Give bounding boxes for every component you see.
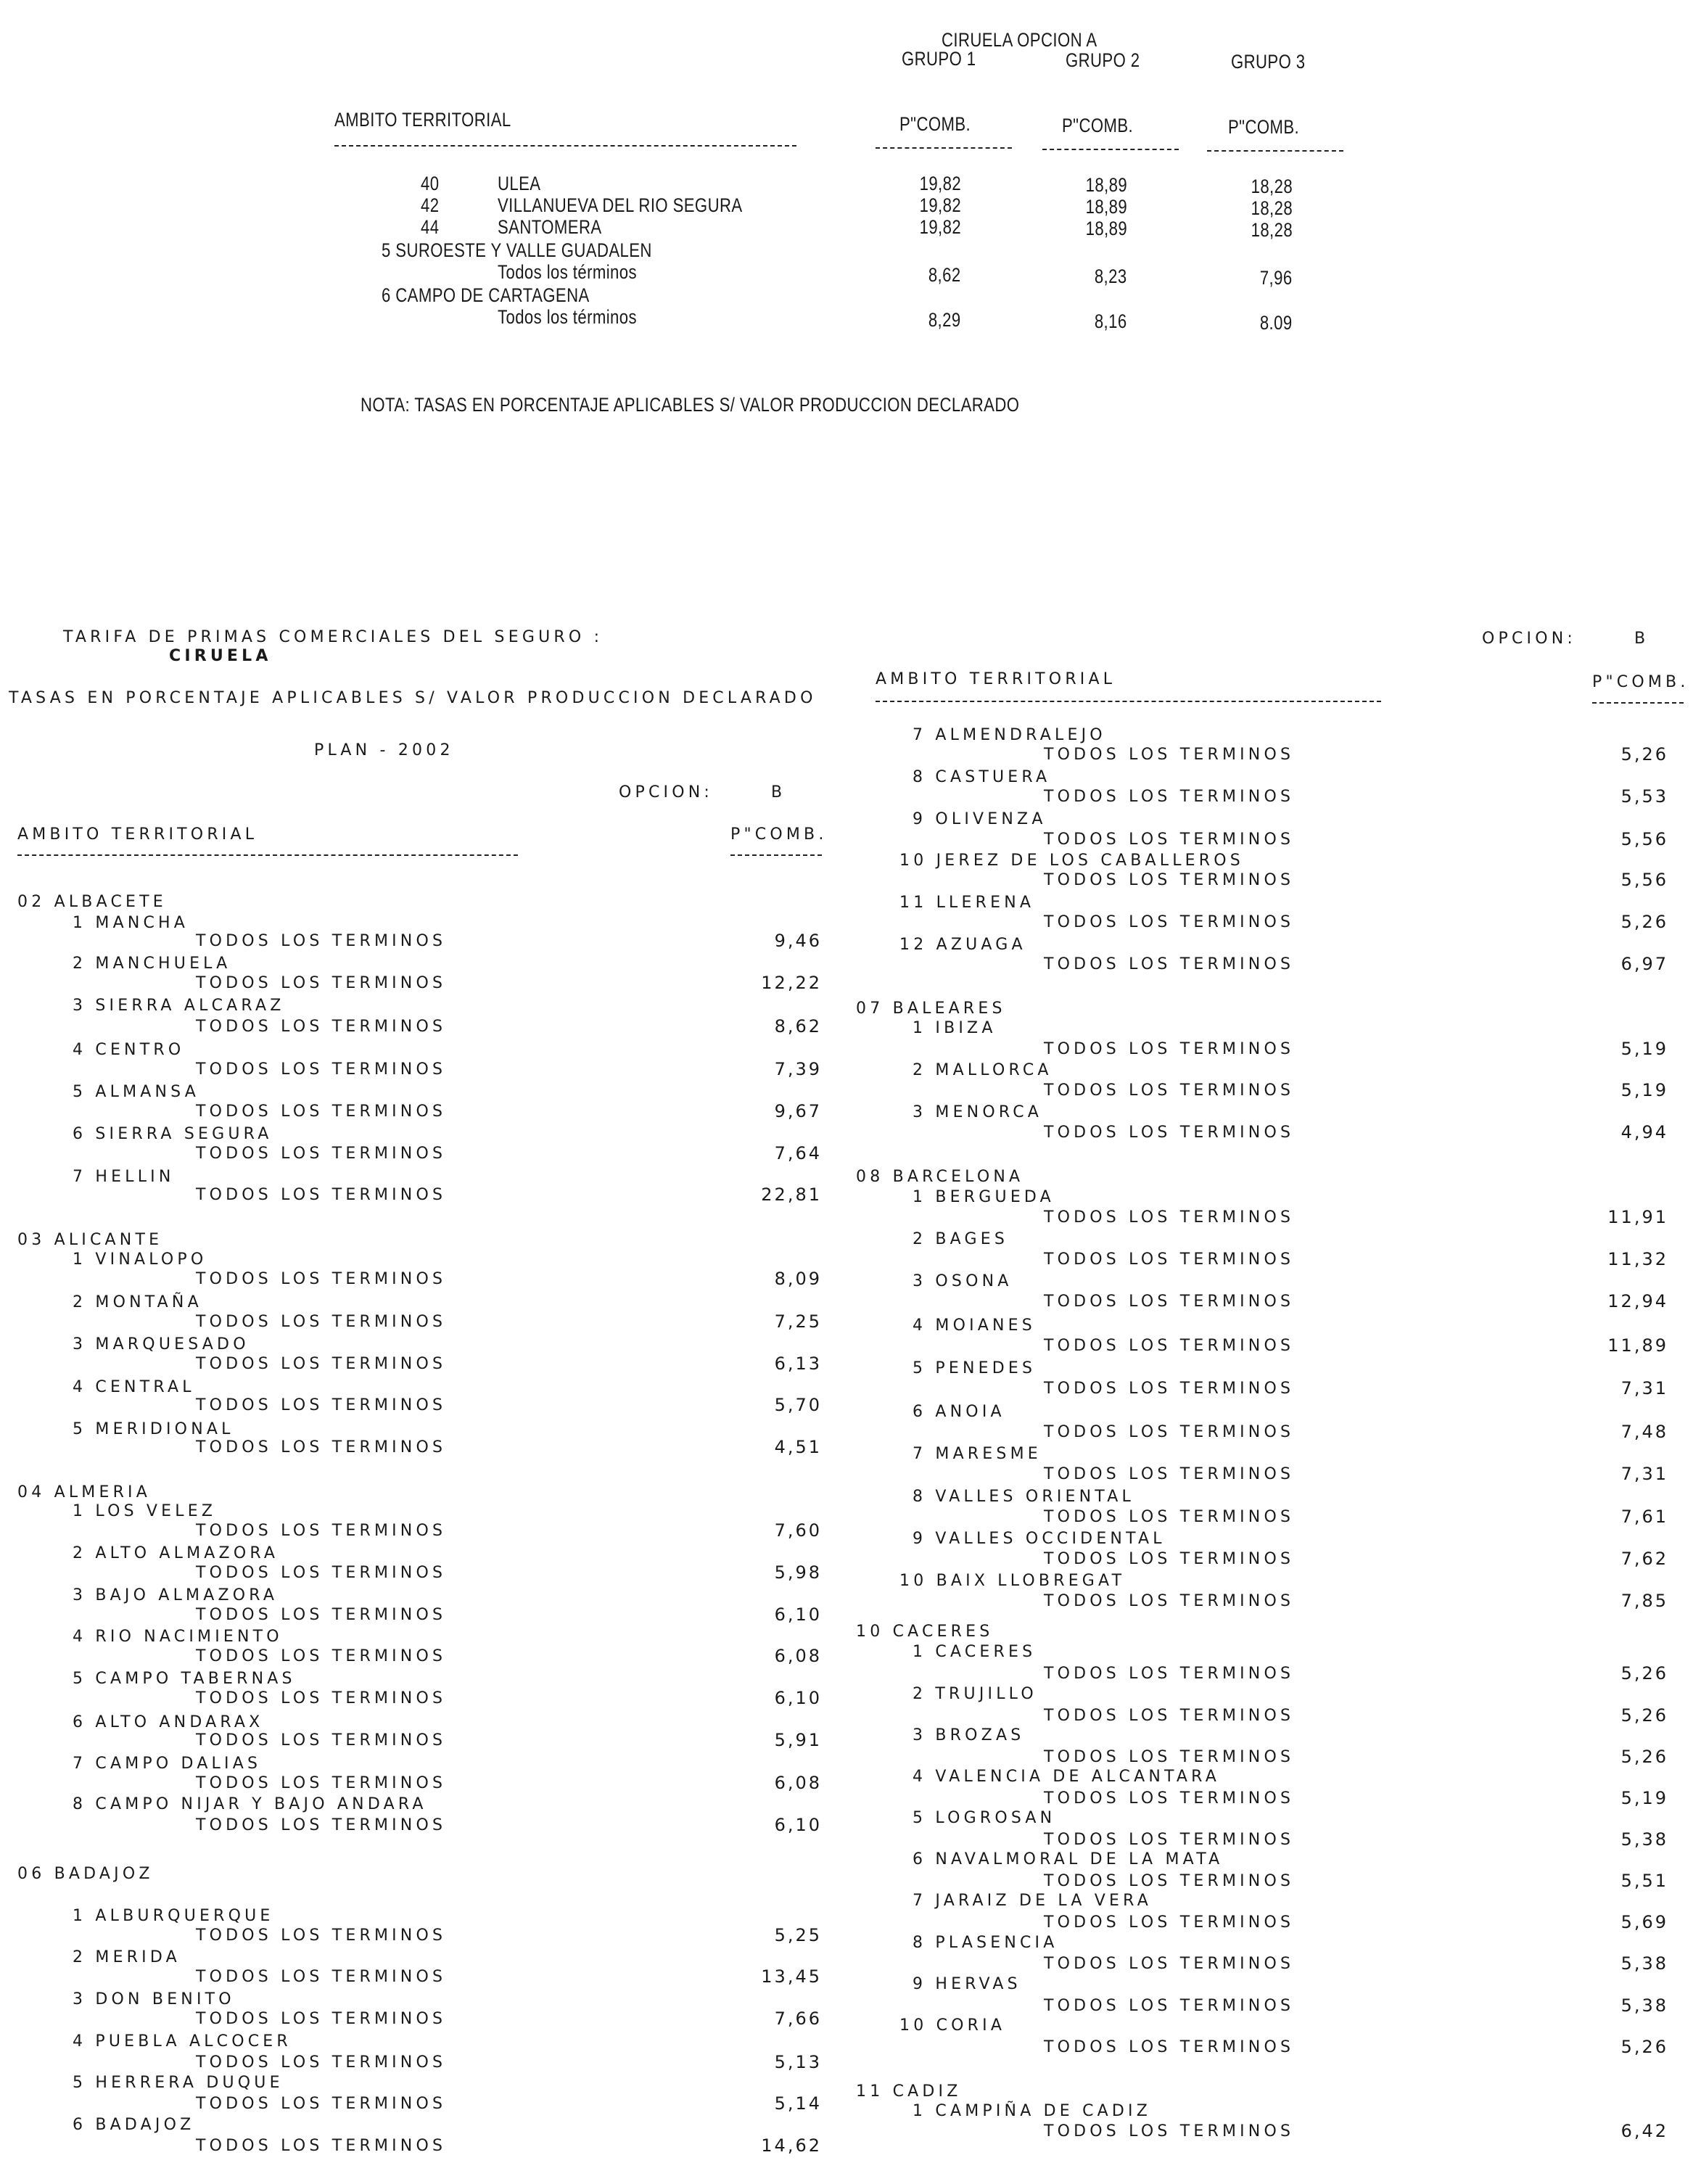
pcomb-value: 7,64 [774, 1143, 822, 1163]
pcomb-value: 5,26 [1620, 2037, 1668, 2057]
comarca-label: 4 CENTRO [73, 1041, 185, 1059]
comarca-label: 5 ALMANSA [73, 1083, 200, 1101]
pcomb-value: 7,66 [774, 2008, 822, 2029]
comarca-label: 8 CASTUERA [913, 768, 1051, 786]
ambito-rule-right [876, 701, 1381, 702]
comarca-label: 5 CAMPO TABERNAS [73, 1670, 296, 1688]
todos-los-terminos-label: TODOS LOS TERMINOS [196, 974, 447, 992]
comarca-label: 2 MONTAÑA [73, 1293, 202, 1311]
row-code: 42 [421, 194, 440, 216]
todos-los-terminos-label: TODOS LOS TERMINOS [1044, 1508, 1295, 1526]
pcomb-value: 5,26 [1620, 1663, 1668, 1684]
group-2-header: GRUPO 2 [1066, 49, 1140, 71]
todos-los-terminos-label: TODOS LOS TERMINOS [1044, 1748, 1295, 1766]
row-g2: 18,89 [1085, 218, 1127, 239]
todos-los-terminos-label: TODOS LOS TERMINOS [1044, 913, 1295, 931]
todos-los-terminos-label: TODOS LOS TERMINOS [1044, 1665, 1295, 1683]
province-heading: 06 BADAJOZ [17, 1865, 154, 1883]
opcion-value-left: B [771, 783, 786, 802]
pcomb-value: 6,97 [1620, 954, 1668, 974]
comarca-label: 4 VALENCIA DE ALCANTARA [913, 1768, 1221, 1786]
province-heading: 10 CACERES [856, 1623, 994, 1641]
comarca-label: 6 ALTO ANDARAX [73, 1713, 264, 1731]
row-g2: 18,89 [1085, 196, 1127, 218]
pcomb-rule-2 [1042, 149, 1179, 150]
comarca-label: 12 AZUAGA [899, 936, 1026, 954]
todos-los-terminos-label: TODOS LOS TERMINOS [196, 1647, 447, 1665]
comarca-label: 8 VALLES ORIENTAL [913, 1488, 1134, 1506]
pcomb-value: 5,38 [1620, 1995, 1668, 2016]
comarca-label: 3 BAJO ALMAZORA [73, 1586, 279, 1604]
zone-g2: 8,16 [1095, 310, 1127, 332]
zone-label: 5 SUROESTE Y VALLE GUADALEN [382, 239, 652, 261]
todos-los-terminos-label: TODOS LOS TERMINOS [1044, 1913, 1295, 1932]
todos-los-terminos-label: TODOS LOS TERMINOS [1044, 831, 1295, 849]
row-g3: 18,28 [1251, 176, 1293, 197]
todos-los-terminos-label: TODOS LOS TERMINOS [196, 1103, 447, 1121]
pcomb-value: 8,62 [774, 1016, 822, 1037]
comarca-label: 4 CENTRAL [73, 1378, 195, 1396]
todos-los-terminos-label: TODOS LOS TERMINOS [1044, 1592, 1295, 1610]
zone-label: 6 CAMPO DE CARTAGENA [382, 284, 590, 306]
todos-los-terminos-label: TODOS LOS TERMINOS [196, 1270, 447, 1288]
ambito-header-right: AMBITO TERRITORIAL [876, 670, 1116, 688]
pcomb-value: 5,14 [774, 2093, 822, 2114]
comarca-label: 4 MOIANES [913, 1316, 1036, 1335]
row-g1: 19,82 [919, 194, 961, 216]
todos-los-terminos-label: TODOS LOS TERMINOS [196, 1018, 447, 1036]
comarca-label: 3 SIERRA ALCARAZ [73, 997, 285, 1015]
pcomb-value: 5,56 [1620, 870, 1668, 890]
todos-los-terminos-label: TODOS LOS TERMINOS [196, 1355, 447, 1373]
top-note: NOTA: TASAS EN PORCENTAJE APLICABLES S/ VALOR PRODUCCION DECLARADO [361, 394, 1020, 416]
todos-los-terminos-label: TODOS LOS TERMINOS [196, 1731, 447, 1750]
pcomb-header-1: P"COMB. [899, 113, 971, 135]
comarca-label: 1 CACERES [913, 1643, 1037, 1661]
comarca-label: 11 LLERENA [899, 894, 1035, 912]
pcomb-value: 6,42 [1620, 2121, 1668, 2141]
header-rule [334, 145, 796, 147]
pcomb-value: 5,91 [774, 1730, 822, 1750]
pcomb-value: 5,70 [774, 1395, 822, 1415]
todos-los-terminos-label: TODOS LOS TERMINOS [1044, 1707, 1295, 1725]
row-code: 44 [421, 216, 440, 238]
todos-los-terminos-label: TODOS LOS TERMINOS [196, 1186, 447, 1204]
todos-los-terminos-label: TODOS LOS TERMINOS [1044, 1550, 1295, 1568]
pcomb-value: 5,19 [1620, 1080, 1668, 1100]
comarca-label: 8 CAMPO NIJAR Y BAJO ANDARA [73, 1795, 427, 1813]
pcomb-value: 11,89 [1607, 1335, 1668, 1356]
plan-year: PLAN - 2002 [314, 741, 454, 759]
pcomb-value: 5,19 [1620, 1788, 1668, 1808]
todos-los-terminos-label: TODOS LOS TERMINOS [1044, 2122, 1295, 2140]
todos-los-terminos-label: TODOS LOS TERMINOS [1044, 1380, 1295, 1398]
todos-los-terminos-label: TODOS LOS TERMINOS [1044, 1337, 1295, 1355]
comarca-label: 4 PUEBLA ALCOCER [73, 2032, 292, 2051]
comarca-label: 10 JEREZ DE LOS CABALLEROS [899, 852, 1244, 870]
pcomb-header-left: P"COMB. [730, 825, 828, 844]
ambito-rule-left [17, 854, 518, 856]
todos-los-terminos-label: TODOS LOS TERMINOS [196, 2053, 447, 2072]
pcomb-value: 5,38 [1620, 1953, 1668, 1974]
todos-los-terminos-label: TODOS LOS TERMINOS [196, 1968, 447, 1986]
opcion-value-right: B [1634, 630, 1649, 648]
tasas-subtitle: TASAS EN PORCENTAJE APLICABLES S/ VALOR PRODUCCION DECLARADO [9, 689, 817, 707]
comarca-label: 1 LOS VELEZ [73, 1502, 217, 1520]
todos-los-terminos-label: TODOS LOS TERMINOS [1044, 1955, 1295, 1973]
crop-name: CIRUELA [169, 647, 272, 665]
pcomb-value: 22,81 [761, 1184, 822, 1205]
comarca-label: 5 MERIDIONAL [73, 1420, 234, 1438]
province-heading: 02 ALBACETE [17, 893, 167, 911]
pcomb-value: 6,10 [774, 1604, 822, 1625]
comarca-label: 10 CORIA [899, 2016, 1006, 2035]
pcomb-rule-left [730, 854, 822, 856]
todos-los-terminos-label: TODOS LOS TERMINOS [196, 1689, 447, 1707]
comarca-label: 7 HELLIN [73, 1168, 175, 1186]
zone-g1: 8,29 [928, 309, 961, 331]
todos-los-terminos-label: TODOS LOS TERMINOS [196, 1606, 447, 1624]
row-name: SANTOMERA [498, 216, 602, 238]
pcomb-value: 6,10 [774, 1688, 822, 1708]
todos-los-terminos-label: TODOS LOS TERMINOS [196, 1396, 447, 1414]
pcomb-value: 12,22 [761, 973, 822, 993]
comarca-label: 9 VALLES OCCIDENTAL [913, 1530, 1166, 1548]
pcomb-value: 7,85 [1620, 1591, 1668, 1611]
todos-los-terminos-label: TODOS LOS TERMINOS [196, 932, 447, 950]
comarca-label: 6 ANOIA [913, 1403, 1005, 1421]
comarca-label: 9 OLIVENZA [913, 810, 1047, 828]
comarca-label: 6 SIERRA SEGURA [73, 1125, 273, 1143]
comarca-label: 2 BAGES [913, 1230, 1009, 1248]
pcomb-rule-right [1592, 702, 1684, 704]
comarca-label: 3 MARQUESADO [73, 1335, 250, 1353]
pcomb-value: 7,25 [774, 1311, 822, 1332]
pcomb-value: 5,53 [1620, 786, 1668, 807]
comarca-label: 2 MERIDA [73, 1948, 181, 1966]
pcomb-value: 5,13 [774, 2052, 822, 2072]
comarca-label: 9 HERVAS [913, 1975, 1021, 1993]
comarca-label: 3 BROZAS [913, 1726, 1025, 1744]
top-table-title: CIRUELA OPCION A [942, 29, 1097, 51]
comarca-label: 2 MALLORCA [913, 1061, 1053, 1079]
row-g1: 19,82 [919, 173, 961, 194]
comarca-label: 7 MARESME [913, 1445, 1042, 1463]
comarca-label: 1 MANCHA [73, 914, 189, 932]
todos-los-terminos-label: TODOS LOS TERMINOS [1044, 2038, 1295, 2056]
row-g3: 18,28 [1251, 197, 1293, 219]
todos-los-terminos-label: TODOS LOS TERMINOS [1044, 1423, 1295, 1441]
comarca-label: 2 ALTO ALMAZORA [73, 1544, 279, 1562]
ambito-header: AMBITO TERRITORIAL [334, 109, 511, 131]
todos-los-terminos-label: TODOS LOS TERMINOS [196, 1927, 447, 1945]
pcomb-rule-3 [1207, 150, 1343, 152]
zone-sub: Todos los términos [498, 261, 637, 283]
comarca-label: 5 LOGROSAN [913, 1809, 1056, 1827]
comarca-label: 1 ALBURQUERQUE [73, 1907, 274, 1925]
pcomb-value: 6,10 [774, 1815, 822, 1835]
row-name: ULEA [498, 173, 541, 194]
province-heading: 11 CADIZ [856, 2082, 962, 2101]
pcomb-value: 5,25 [774, 1925, 822, 1945]
tarifa-title: TARIFA DE PRIMAS COMERCIALES DEL SEGURO : [63, 628, 604, 646]
todos-los-terminos-label: TODOS LOS TERMINOS [196, 1816, 447, 1834]
pcomb-value: 5,19 [1620, 1039, 1668, 1059]
todos-los-terminos-label: TODOS LOS TERMINOS [196, 2137, 447, 2155]
pcomb-header-3: P"COMB. [1228, 116, 1300, 138]
todos-los-terminos-label: TODOS LOS TERMINOS [1044, 1831, 1295, 1849]
comarca-label: 8 PLASENCIA [913, 1934, 1058, 1952]
comarca-label: 5 PENEDES [913, 1359, 1037, 1377]
pcomb-rule-1 [876, 147, 1012, 149]
todos-los-terminos-label: TODOS LOS TERMINOS [1044, 955, 1295, 973]
pcomb-value: 11,32 [1607, 1249, 1668, 1269]
pcomb-value: 12,94 [1607, 1291, 1668, 1311]
comarca-label: 2 TRUJILLO [913, 1685, 1037, 1703]
pcomb-value: 5,69 [1620, 1912, 1668, 1932]
todos-los-terminos-label: TODOS LOS TERMINOS [196, 1313, 447, 1331]
todos-los-terminos-label: TODOS LOS TERMINOS [1044, 1872, 1295, 1890]
comarca-label: 3 DON BENITO [73, 1990, 235, 2008]
pcomb-value: 4,51 [774, 1437, 822, 1457]
comarca-label: 1 BERGUEDA [913, 1188, 1055, 1206]
row-g3: 18,28 [1251, 219, 1293, 241]
comarca-label: 7 CAMPO DALIAS [73, 1755, 262, 1773]
pcomb-value: 5,98 [774, 1562, 822, 1583]
pcomb-value: 6,08 [774, 1773, 822, 1793]
pcomb-value: 13,45 [761, 1966, 822, 1987]
row-g2: 18,89 [1085, 174, 1127, 196]
pcomb-value: 6,08 [774, 1646, 822, 1666]
pcomb-value: 8,09 [774, 1269, 822, 1289]
todos-los-terminos-label: TODOS LOS TERMINOS [1044, 1124, 1295, 1142]
pcomb-value: 5,56 [1620, 829, 1668, 849]
opcion-label-right: OPCION: [1482, 630, 1577, 648]
group-1-header: GRUPO 1 [902, 48, 976, 70]
pcomb-value: 5,26 [1620, 744, 1668, 765]
pcomb-header-right: P"COMB. [1592, 673, 1689, 691]
comarca-label: 6 NAVALMORAL DE LA MATA [913, 1850, 1224, 1868]
pcomb-value: 6,13 [774, 1353, 822, 1374]
todos-los-terminos-label: TODOS LOS TERMINOS [1044, 1250, 1295, 1269]
province-heading: 08 BARCELONA [856, 1168, 1024, 1186]
group-3-header: GRUPO 3 [1231, 51, 1306, 73]
todos-los-terminos-label: TODOS LOS TERMINOS [196, 1438, 447, 1456]
comarca-label: 7 ALMENDRALEJO [913, 726, 1106, 744]
comarca-label: 3 MENORCA [913, 1103, 1043, 1121]
pcomb-value: 5,26 [1620, 912, 1668, 932]
pcomb-value: 7,62 [1620, 1549, 1668, 1569]
pcomb-value: 5,26 [1620, 1705, 1668, 1726]
opcion-label-left: OPCION: [619, 783, 714, 802]
todos-los-terminos-label: TODOS LOS TERMINOS [196, 1564, 447, 1582]
pcomb-value: 11,91 [1607, 1207, 1668, 1227]
pcomb-value: 7,31 [1620, 1464, 1668, 1484]
todos-los-terminos-label: TODOS LOS TERMINOS [1044, 1997, 1295, 2015]
comarca-label: 4 RIO NACIMIENTO [73, 1628, 283, 1646]
province-heading: 04 ALMERIA [17, 1483, 151, 1501]
province-heading: 03 ALICANTE [17, 1231, 163, 1249]
pcomb-value: 5,51 [1620, 1871, 1668, 1891]
row-name: VILLANUEVA DEL RIO SEGURA [498, 194, 743, 216]
todos-los-terminos-label: TODOS LOS TERMINOS [1044, 1040, 1295, 1058]
pcomb-value: 7,48 [1620, 1422, 1668, 1442]
comarca-label: 1 IBIZA [913, 1019, 997, 1037]
todos-los-terminos-label: TODOS LOS TERMINOS [1044, 1465, 1295, 1483]
comarca-label: 10 BAIX LLOBREGAT [899, 1572, 1126, 1590]
zone-g3: 7,96 [1260, 267, 1293, 289]
comarca-label: 7 JARAIZ DE LA VERA [913, 1892, 1152, 1910]
row-g1: 19,82 [919, 216, 961, 238]
zone-sub: Todos los términos [498, 306, 637, 328]
comarca-label: 5 HERRERA DUQUE [73, 2074, 284, 2092]
pcomb-value: 9,46 [774, 931, 822, 951]
todos-los-terminos-label: TODOS LOS TERMINOS [1044, 1081, 1295, 1100]
pcomb-value: 14,62 [761, 2135, 822, 2156]
ambito-header-left: AMBITO TERRITORIAL [17, 825, 258, 844]
pcomb-value: 7,31 [1620, 1378, 1668, 1398]
comarca-label: 2 MANCHUELA [73, 955, 231, 973]
todos-los-terminos-label: TODOS LOS TERMINOS [1044, 1293, 1295, 1311]
row-code: 40 [421, 173, 440, 194]
zone-g3: 8.09 [1260, 312, 1293, 334]
comarca-label: 3 OSONA [913, 1272, 1013, 1290]
pcomb-value: 7,39 [774, 1059, 822, 1079]
todos-los-terminos-label: TODOS LOS TERMINOS [196, 1522, 447, 1540]
zone-g2: 8,23 [1095, 265, 1127, 287]
comarca-label: 6 BADAJOZ [73, 2116, 195, 2134]
comarca-label: 1 CAMPIÑA DE CADIZ [913, 2102, 1151, 2120]
pcomb-value: 5,38 [1620, 1829, 1668, 1850]
todos-los-terminos-label: TODOS LOS TERMINOS [1044, 871, 1295, 889]
pcomb-value: 7,60 [774, 1520, 822, 1541]
pcomb-value: 5,26 [1620, 1747, 1668, 1767]
zone-g1: 8,62 [928, 264, 961, 286]
todos-los-terminos-label: TODOS LOS TERMINOS [196, 2095, 447, 2113]
todos-los-terminos-label: TODOS LOS TERMINOS [1044, 746, 1295, 764]
todos-los-terminos-label: TODOS LOS TERMINOS [1044, 1789, 1295, 1808]
pcomb-value: 4,94 [1620, 1122, 1668, 1142]
todos-los-terminos-label: TODOS LOS TERMINOS [196, 2010, 447, 2028]
todos-los-terminos-label: TODOS LOS TERMINOS [196, 1060, 447, 1079]
pcomb-header-2: P"COMB. [1062, 115, 1134, 136]
todos-los-terminos-label: TODOS LOS TERMINOS [196, 1145, 447, 1163]
comarca-label: 1 VINALOPO [73, 1250, 207, 1269]
pcomb-value: 9,67 [774, 1101, 822, 1121]
todos-los-terminos-label: TODOS LOS TERMINOS [1044, 1208, 1295, 1227]
todos-los-terminos-label: TODOS LOS TERMINOS [1044, 788, 1295, 806]
pcomb-value: 7,61 [1620, 1507, 1668, 1527]
todos-los-terminos-label: TODOS LOS TERMINOS [196, 1774, 447, 1792]
province-heading: 07 BALEARES [856, 1000, 1006, 1018]
